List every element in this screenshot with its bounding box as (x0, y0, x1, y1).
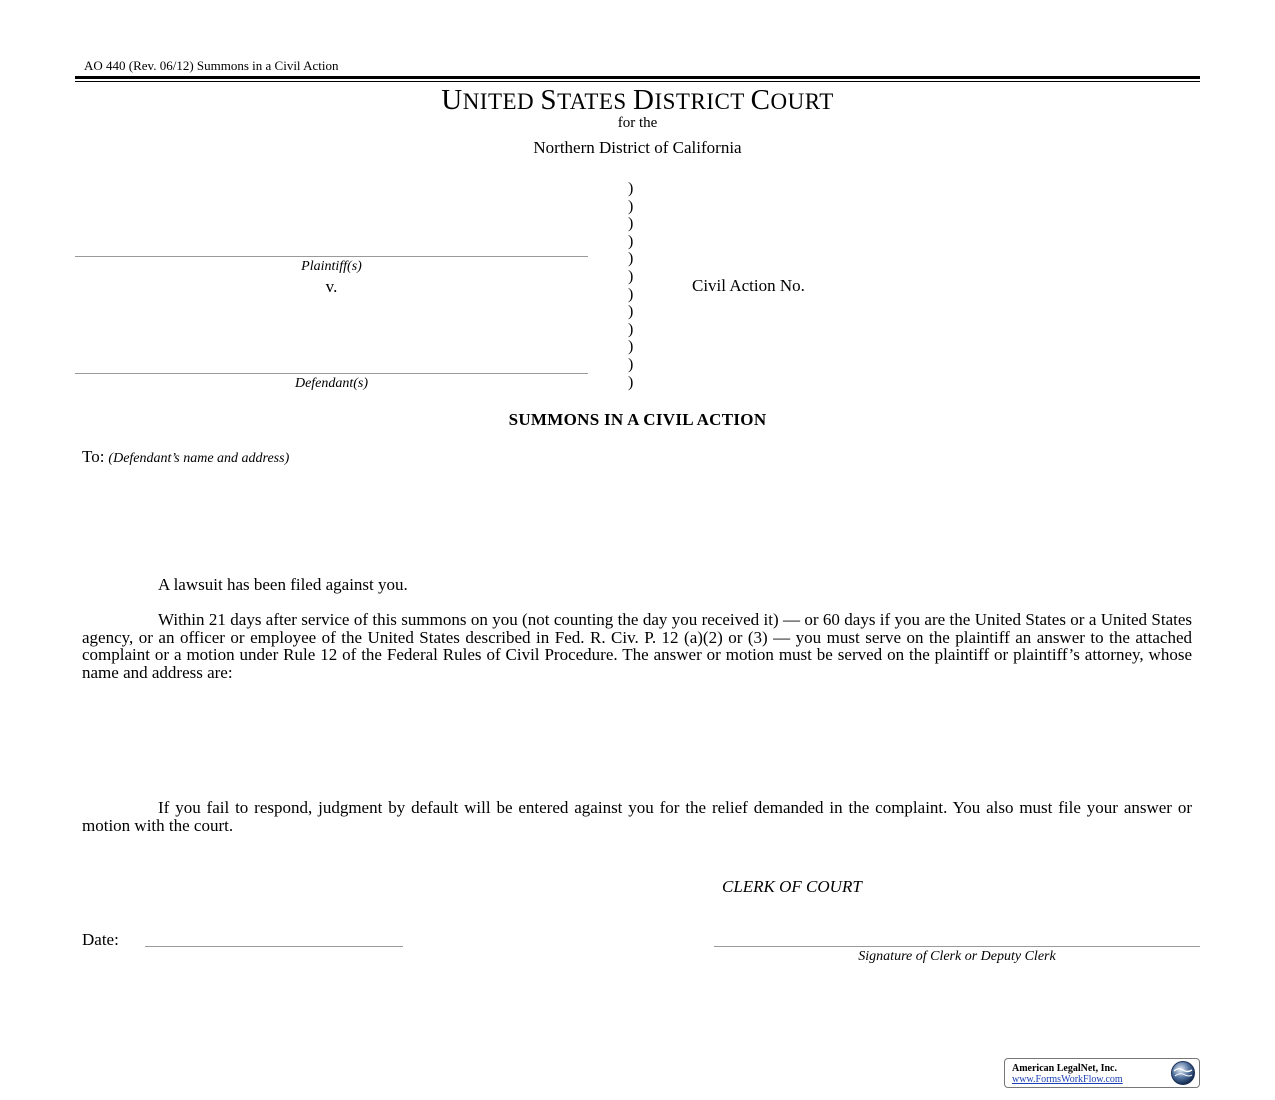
response-deadline-paragraph: Within 21 days after service of this summons on you (not counting the day you received it) — or 60 days if you are the United States or a United States agency, or an officer or employee of the United States described in Fed. R. Civ. P. 12 (a)(2) or (3) — you must serve on the plaintiff an answer to the attached complaint or a motion under Rule 12 of the Federal Rules of Civil Procedure. The answer or motion must be served on the plaintiff or plaintiff’s attorney, whose name and address are: (82, 610, 1192, 682)
header-rule-thick (75, 76, 1200, 79)
defendant-label: Defendant(s) (294, 376, 369, 391)
paren: ) (628, 197, 634, 215)
paren: ) (628, 267, 634, 285)
clerk-signature-line[interactable] (714, 946, 1200, 947)
paren: ) (628, 180, 634, 197)
defendant-address-field[interactable] (82, 470, 1192, 565)
paren: ) (628, 303, 634, 321)
to-line (82, 447, 289, 467)
clerk-of-court-title: CLERK OF COURT (722, 877, 862, 896)
for-the-text: for the (617, 115, 658, 131)
summons-title: SUMMONS IN A CIVIL ACTION (508, 410, 767, 429)
logo-company-name: American LegalNet, Inc. (1012, 1063, 1117, 1074)
form-id: AO 440 (Rev. 06/12) Summons in a Civil Action (84, 58, 339, 73)
paren: ) (628, 320, 634, 338)
plaintiff-line[interactable] (75, 256, 588, 257)
default-judgment-paragraph: If you fail to respond, judgment by default will be entered against you for the relief demanded in the complaint. You also must file your answer or motion with the court. (82, 798, 1192, 835)
date-field[interactable] (145, 946, 403, 947)
court-name-word-4-rest: OURT (770, 89, 834, 114)
date-label: Date: (82, 930, 119, 949)
paren: ) (628, 373, 634, 391)
paren: ) (628, 338, 634, 356)
to-label: To: (82, 447, 105, 466)
to-hint: (Defendant’s name and address) (108, 451, 290, 466)
court-name-word-3-initial: D (632, 84, 655, 116)
plaintiff-label: Plaintiff(s) (301, 259, 362, 274)
court-name-word-1-initial: U (441, 84, 463, 116)
court-name-word-1-rest: NITED (462, 89, 541, 114)
civil-action-number-field[interactable] (850, 272, 1190, 298)
paren: ) (628, 355, 634, 373)
lawsuit-filed-paragraph: A lawsuit has been filed against you. (158, 575, 408, 594)
globe-icon (1170, 1060, 1196, 1086)
caption-parentheses (628, 180, 633, 391)
paren: ) (628, 285, 634, 303)
civil-action-label: Civil Action No. (692, 276, 805, 295)
attorney-address-field[interactable] (82, 705, 1192, 790)
court-name-word-2-initial: S (540, 84, 558, 116)
defendant-line[interactable] (75, 373, 588, 374)
court-name-word-2-rest: TATES (557, 89, 633, 114)
paren: ) (628, 250, 634, 268)
district-name: Northern District of California (533, 138, 742, 157)
court-name-word-4-initial: C (750, 84, 771, 116)
american-legalnet-logo[interactable] (1004, 1058, 1200, 1088)
header-rule-thin (75, 81, 1200, 82)
versus-text: v. (325, 277, 338, 296)
logo-url-link[interactable]: www.FormsWorkFlow.com (1012, 1074, 1123, 1085)
signature-label: Signature of Clerk or Deputy Clerk (858, 949, 1056, 964)
paren: ) (628, 215, 634, 233)
court-name (0, 84, 1275, 117)
paren: ) (628, 232, 634, 250)
court-name-word-3-rest: ISTRICT (654, 89, 751, 114)
